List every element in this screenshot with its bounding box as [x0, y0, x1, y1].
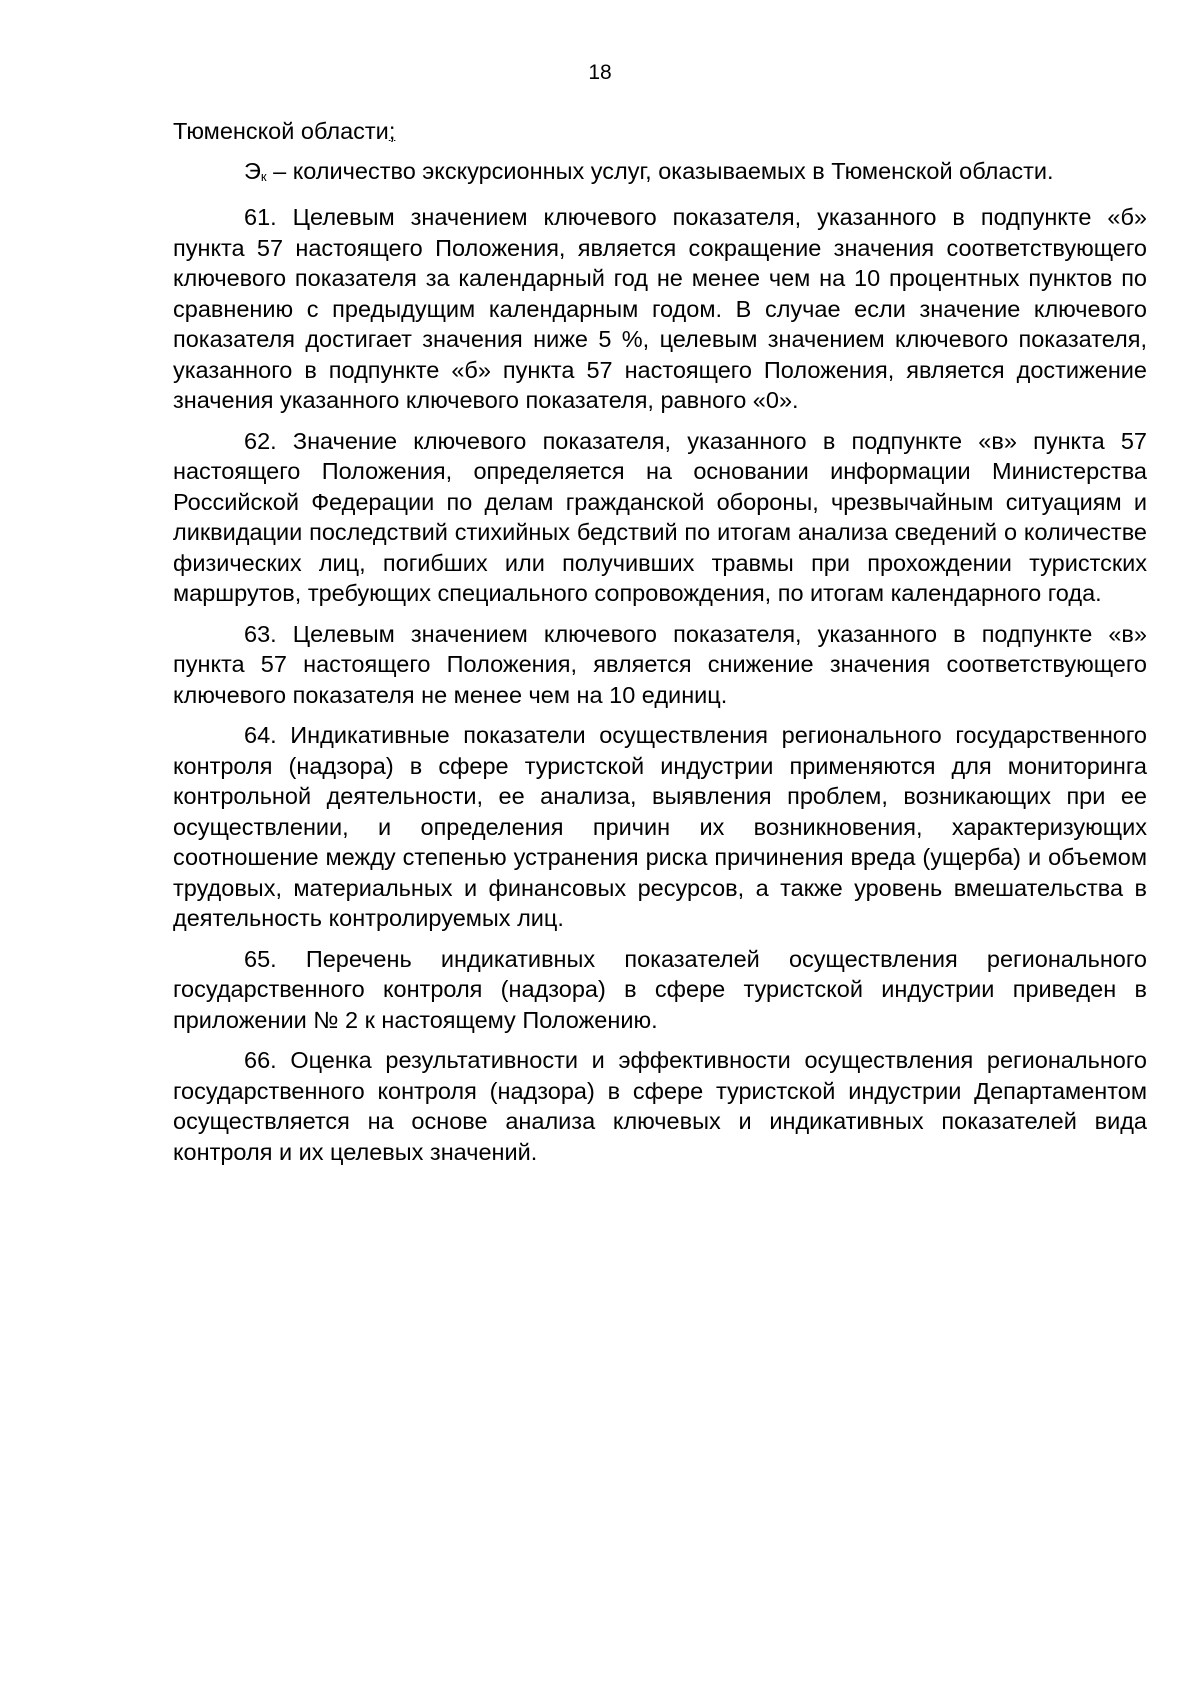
intro-line [173, 116, 1147, 147]
document-body [173, 116, 1147, 1177]
ek-subscript: к [260, 168, 267, 184]
paragraph-66: 66. Оценка результативности и эффективности осуществления регионального государственного контроля (надзора) в сфере туристской индустрии Департаментом осуществляется на основе анализа ключевых и индикативных показателей вида контроля и их целевых значений. [173, 1047, 1147, 1165]
ek-text: – количество экскурсионных услуг, оказываемых в Тюменской области. [266, 157, 1054, 184]
paragraph-63: 63. Целевым значением ключевого показателя, указанного в подпункте «в» пункта 57 настоящего Положения, является снижение значения соответствующего ключевого показателя не менее чем на 10 единиц. [173, 620, 1147, 708]
ek-symbol: Э [244, 157, 261, 184]
intro-text: Тюменской области [173, 118, 389, 144]
paragraph-65: 65. Перечень индикативных показателей осуществления регионального государственного контроля (надзора) в сфере туристской индустрии приведен в приложении № 2 к настоящему Положению. [173, 945, 1147, 1033]
ek-definition [173, 156, 1147, 193]
paragraph-62: 62. Значение ключевого показателя, указанного в подпункте «в» пункта 57 настоящего Положения, определяется на основании информации Министерства Российской Федерации по делам гражданской обороны, чрезвычайным ситуациям и ликвидации последствий стихийных бедствий по итогам анализа сведений о количестве физических лиц, погибших или получивших травмы при прохождении туристских маршрутов, требующих специального сопровождения, по итогам календарного года. [173, 427, 1147, 606]
paragraph-64: 64. Индикативные показатели осуществления регионального государственного контроля (надзора) в сфере туристской индустрии применяются для мониторинга контрольной деятельности, ее анализа, выявления проблем, возникающих при ее осуществлении, и определения причин их возникновения, характеризующих соотношение между степенью устранения риска причинения вреда (ущерба) и объемом трудовых, материальных и финансовых ресурсов, а также уровень вмешательства в деятельность контролируемых лиц. [173, 722, 1147, 931]
page-number: 18 [588, 61, 612, 84]
paragraph-61: 61. Целевым значением ключевого показателя, указанного в подпункте «б» пункта 57 настоящего Положения, является сокращение значения соответствующего ключевого показателя за календарный год не менее чем на 10 процентных пунктов по сравнению с предыдущим календарным годом. В случае если значение ключевого показателя достигает значения ниже 5 %, целевым значением ключевого показателя, указанного в подпункте «б» пункта 57 настоящего Положения, является достижение значения указанного ключевого показателя, равного «0». [173, 204, 1147, 413]
intro-punct: ; [388, 118, 396, 144]
